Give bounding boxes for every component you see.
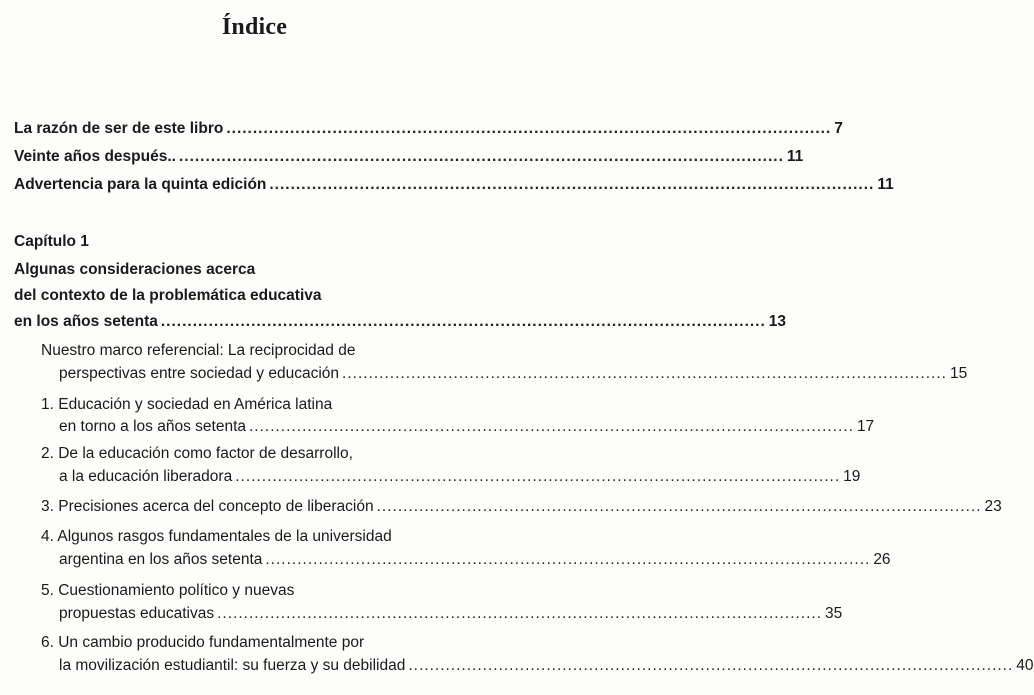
toc-entry-section[interactable] (59, 605, 843, 623)
dot-leader: .................................................................................................................. (265, 551, 871, 568)
section-title-line: 5. Cuestionamiento político y nuevas (41, 582, 295, 599)
dot-leader: .................................................................................................................. (160, 313, 766, 330)
section-title-line: a la educación liberadora (59, 468, 233, 485)
toc-entry-page: 26 (873, 551, 891, 568)
dot-leader: .................................................................................................................. (342, 365, 947, 382)
dot-leader: .................................................................................................................. (249, 418, 854, 435)
section-title-line: en torno a los años setenta (59, 418, 246, 435)
dot-leader: .................................................................................................................. (178, 148, 784, 165)
dot-leader: .................................................................................................................. (376, 498, 982, 515)
dot-leader: .................................................................................................................. (226, 120, 832, 137)
chapter-heading: Capítulo 1 (14, 233, 89, 250)
section-title-line: 6. Un cambio producido fundamentalmente por (41, 634, 365, 651)
dot-leader: .................................................................................................................. (408, 657, 1014, 674)
toc-entry-section[interactable] (41, 498, 1002, 516)
toc-entry[interactable] (14, 148, 804, 166)
toc-entry-section[interactable] (59, 551, 891, 569)
section-title-line: propuestas educativas (59, 605, 215, 622)
toc-entry[interactable] (14, 176, 894, 194)
section-title-line: 4. Algunos rasgos fundamentales de la universidad (41, 528, 392, 545)
toc-entry-page: 11 (877, 176, 894, 193)
toc-entry[interactable] (14, 120, 843, 138)
toc-entry-page: 19 (843, 468, 861, 485)
toc-entry-label: Advertencia para la quinta edición (14, 176, 267, 193)
section-title-line: Nuestro marco referencial: La reciprocidad de (41, 342, 356, 359)
section-title-line: 2. De la educación como factor de desarrollo, (41, 445, 353, 462)
section-title-line: perspectivas entre sociedad y educación (59, 365, 340, 382)
toc-entry-chapter[interactable] (14, 313, 787, 331)
dot-leader: .................................................................................................................. (269, 176, 875, 193)
toc-entry-page: 35 (825, 605, 843, 622)
toc-entry-page: 15 (949, 365, 968, 382)
toc-entry-page: 13 (768, 313, 787, 330)
toc-entry-page: 23 (984, 498, 1002, 515)
toc-entry-page: 40 (1016, 657, 1034, 674)
toc-entry-section[interactable] (59, 418, 875, 436)
section-title-line: la movilización estudiantil: su fuerza y su debilidad (59, 657, 406, 674)
toc-entry-section[interactable] (59, 657, 1034, 675)
toc-entry-label: La razón de ser de este libro (14, 120, 224, 137)
section-title-line: argentina en los años setenta (59, 551, 263, 568)
toc-entry-page: 11 (786, 148, 804, 165)
toc-entry-page: 7 (834, 120, 843, 137)
section-title-line: 3. Precisiones acerca del concepto de liberación (41, 498, 374, 515)
section-title-line: 1. Educación y sociedad en América latina (41, 396, 333, 413)
toc-entry-page: 17 (856, 418, 875, 435)
chapter-title-line: en los años setenta (14, 313, 158, 330)
toc-entry-section[interactable] (59, 365, 968, 383)
chapter-title-line: Algunas consideraciones acerca (14, 261, 256, 278)
page-title: Índice (221, 14, 288, 40)
toc-entry-label: Veinte años después.. (14, 148, 176, 165)
toc-entry-section[interactable] (59, 468, 861, 486)
dot-leader: .................................................................................................................. (217, 605, 823, 622)
chapter-title-line: del contexto de la problemática educativa (14, 287, 322, 304)
dot-leader: .................................................................................................................. (235, 468, 841, 485)
